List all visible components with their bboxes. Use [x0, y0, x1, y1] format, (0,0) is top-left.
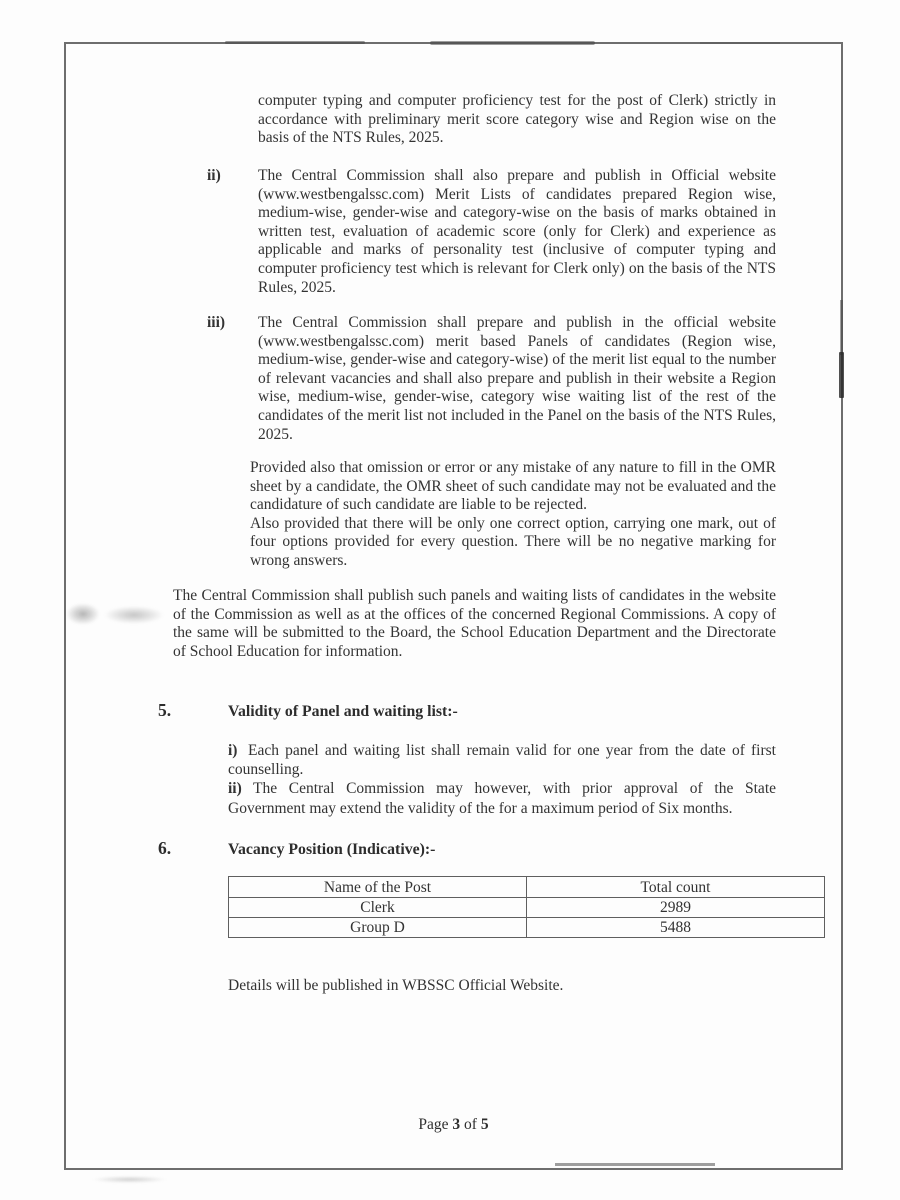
proviso-paragraph-2: Also provided that there will be only one correct option, carrying one mark, out of four options provided for every question. There will be no negative marking for wrong answers. [250, 514, 776, 569]
list-item-ii [207, 167, 776, 297]
scan-smudge-bottom-left [92, 1176, 167, 1183]
vacancy-table-cell-post: Clerk [229, 898, 527, 918]
vacancy-table-row-group-d [229, 918, 825, 938]
section-5-items [228, 741, 776, 818]
vacancy-table [228, 876, 825, 938]
section-6-number: 6. [158, 838, 172, 858]
page-footer [64, 1116, 843, 1134]
proviso-paragraph-1: Provided also that omission or error or any mistake of any nature to fill in the OMR sheet by a candidate, the OMR sheet of such candidate may not be evaluated and the candidature of such candidate are liable to be rejected. [250, 459, 776, 514]
vacancy-table-cell-post: Group D [229, 918, 527, 938]
vacancy-table-cell-count: 5488 [527, 918, 825, 938]
section-5-item-ii-label: ii) [228, 780, 242, 798]
vacancy-table-header-post: Name of the Post [229, 877, 527, 898]
vacancy-table-cell-count: 2989 [527, 898, 825, 918]
list-item-iii-label: iii) [207, 314, 226, 331]
proviso-block [250, 459, 776, 571]
list-item-ii-label: ii) [207, 167, 221, 184]
footer-total-pages: 5 [480, 1116, 489, 1133]
vacancy-table-row-clerk [229, 898, 825, 918]
intro-continuation-paragraph: computer typing and computer proficiency test for the post of Clerk) strictly in accordance with preliminary merit score category wise and Region wise on the basis of the NTS Rules, 2025. [258, 92, 776, 147]
section-5-number: 5. [158, 700, 172, 720]
section-5-item-ii [228, 779, 776, 817]
publish-paragraph: The Central Commission shall publish such panels and waiting lists of candidates in the website of the Commission as well as at the offices of the concerned Regional Commissions. A copy of the same will be submitted to the Board, the School Education Department and the Directorate of School Education for information. [173, 587, 776, 660]
list-item-iii-text: The Central Commission shall prepare and publish in the official website (www.westbengalssc.com) merit based Panels of candidates (Region wise, medium-wise, gender-wise and category-wise) of the merit list equal to the number of relevant vacancies and shall also prepare and publish in their website a Region wise, medium-wise, gender-wise, category wise waiting list of the rest of the candidates of the merit list not included in the Panel on the basis of the NTS Rules, 2025. [258, 314, 776, 443]
footer-page-label: Page [418, 1116, 449, 1133]
list-item-ii-text: The Central Commission shall also prepare and publish in Official website (www.westbengalssc.com) Merit Lists of candidates prepared Region wise, medium-wise, gender-wise and category-wise on the basis of marks obtained in written test, evaluation of academic score (only for Clerk) and experience as applicable and marks of personality test (inclusive of computer typing and computer proficiency test which is relevant for Clerk only) on the basis of the NTS Rules, 2025. [258, 167, 776, 296]
section-5-item-i [228, 741, 776, 779]
vacancy-table-header-count: Total count [527, 877, 825, 898]
footer-page-number: 3 [452, 1116, 461, 1133]
section-5-item-i-text: Each panel and waiting list shall remain valid for one year from the date of first counselling. [228, 742, 776, 779]
section-6-heading: Vacancy Position (Indicative):- [228, 841, 436, 858]
vacancy-table-header-row [229, 877, 825, 898]
footer-of-label: of [464, 1116, 477, 1133]
details-note: Details will be published in WBSSC Official Website. [228, 977, 564, 994]
section-5-item-ii-text: The Central Commission may however, with prior approval of the State Government may extend the validity of the for a maximum period of Six months. [228, 780, 776, 817]
list-item-iii [207, 314, 776, 444]
section-5-heading: Validity of Panel and waiting list:- [228, 703, 458, 720]
section-5-item-i-label: i) [228, 742, 238, 759]
